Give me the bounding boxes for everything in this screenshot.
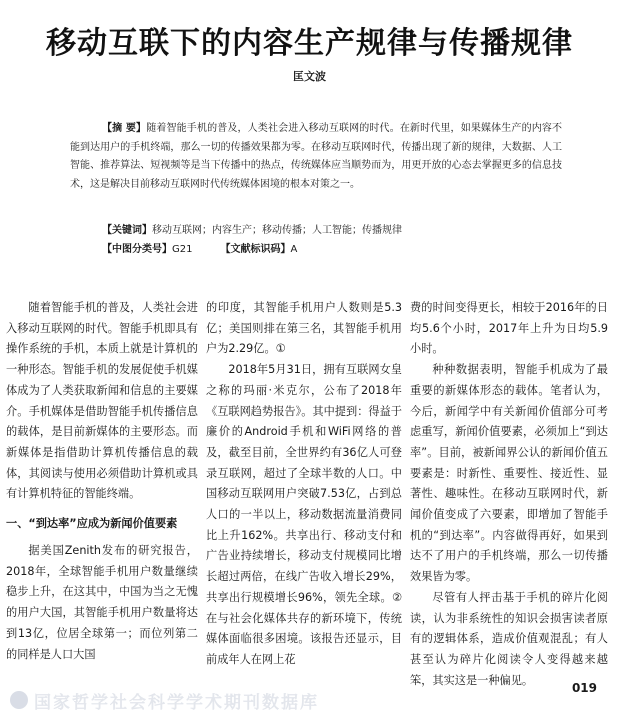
body-paragraph: 尽管有人抨击基于手机的碎片化阅读，认为非系统性的知识会损害读者原有的逻辑体系，造成价值观混乱；有人甚至认为碎片化阅读令人变得越来越笨，其实这是一种偏见。 [410,590,608,687]
body-paragraph: 的印度，其智能手机用户人数则是5.3亿；美国则排在第三名，其智能手机用户为2.29亿。① [206,301,402,356]
abstract [70,120,562,194]
database-logo-icon [10,691,28,709]
body-column-1 [6,298,198,665]
doc-code-value: A [290,244,298,255]
body-paragraph: 种种数据表明，智能手机成为了最重要的新媒体形态的载体。笔者认为，今后，新闻学中有关新闻价值部分可考虑重写，新闻价值要素，必须加上“到达率”。目前，被新闻界公认的新闻价值五要素是：时新性、重要性、接近性、显著性、趣味性。在移动互联网时代，新闻价值变成了六要素，即增加了智能手机的“到达率”。内容做得再好，如果到达不了用户的手机终端，那么一切传播效果皆为零。 [410,363,608,584]
abstract-text: 随着智能手机的普及，人类社会进入移动互联网的时代。在新时代里，如果媒体生产的内容不能到达用户的手机终端，那么一切的传播效果都为零。在移动互联网时代，传播出现了新的规律，大数据、人工智能、推荐算法、短视频等是当下传播中的热点，传统媒体应当顺势而为，用更开放的心态去掌握更多的信息技术，这是解决目前移动互联网时代传统媒体困境的根本对策之一。 [70,123,563,190]
body-paragraph: 费的时间变得更长，相较于2016年的日均5.6个小时，2017年上升为日均5.9小时。 [410,301,608,356]
body-column-3 [410,298,608,691]
body-paragraph: 2018年5月31日，拥有互联网女皇之称的玛丽·米克尔，公布了2018年《互联网趋势报告》。其中提到：得益于廉价的Android手机和WiFi网络的普及，截至目前，全世界约有36亿人可登录互联网，超过了全球半数的人口。中国移动互联网用户突破7.53亿，占到总人口的一半以上，移动数据流量消费同比上升162%。共享出行、移动支付和广告业持续增长，移动支付规模同比增长超过两倍，在线广告收入增长29%，共享出行规模增长96%，领先全球。②在与社会化媒体共存的新环境下，传统媒体面临很多困境。该报告还显示，目前成年人在网上花 [206,363,402,666]
clc-value: G21 [172,244,193,255]
body-column-2 [206,298,402,671]
article-title: 移动互联下的内容生产规律与传播规律 [46,26,573,61]
section-heading: 一、“到达率”应成为新闻价值要素 [6,517,178,531]
keywords [70,222,562,240]
watermark [10,688,610,712]
author-name: 匡文波 [293,70,326,83]
doc-code-label: 【文献标识码】 [220,244,291,255]
watermark-text: 国家哲学社会科学学术期刊数据库 [34,692,319,712]
clc-label: 【中图分类号】 [102,244,172,255]
keywords-text: 移动互联网；内容生产；移动传播；人工智能；传播规律 [152,225,402,236]
keywords-label: 【关键词】 [102,225,152,236]
body-paragraph: 随着智能手机的普及，人类社会进入移动互联网的时代。智能手机即具有操作系统的手机，本质上就是计算机的一种形态。智能手机的发展促使手机媒体成为了人类获取新闻和信息的主要媒介。手机媒体是借助智能手机传播信息的载体，是目前新媒体的主要形态。而新媒体是指借助计算机传播信息的载体，其阅读与使用必须借助计算机或具有计算机特征的智能终端。 [6,301,198,501]
page-number: 019 [571,681,597,695]
abstract-label: 【摘 要】 [102,123,147,134]
body-paragraph: 据美国Zenith发布的研究报告，2018年，全球智能手机用户数量继续稳步上升，在这其中，中国为当之无愧的用户大国，其智能手机用户数量将达到13亿，位居全球第一；而位列第二的同样是人口大国 [6,544,198,661]
classification [70,241,562,259]
